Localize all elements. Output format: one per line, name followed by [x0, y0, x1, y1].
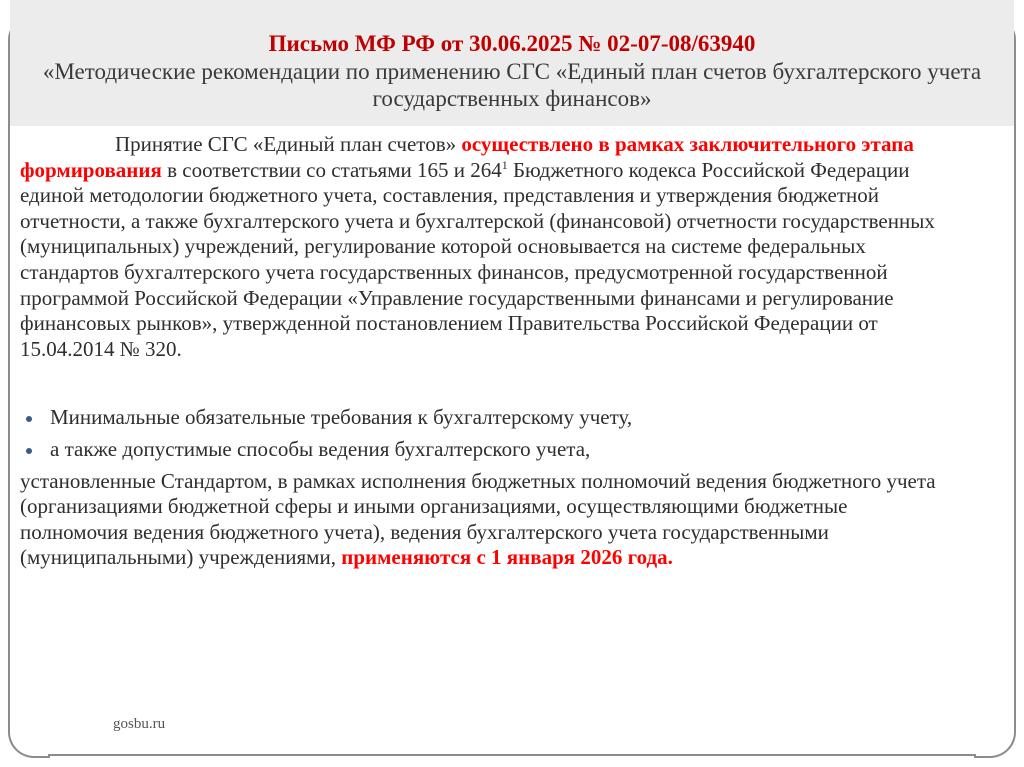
list-item	[20, 437, 955, 463]
frame-bottom-border	[48, 754, 976, 756]
paragraph-text-end: Бюджетного кодекса Российской Федерации единой методологии бюджетного учета, составления, представления и утверждения бюджетной отчетности, а также бухгалтерского учета и бухгалтерской (финансовой) отчетности государственных (муниципальных) учреждений, регулирование которой основывается на системе федеральных стандартов бухгалтерского учета государственных финансов, предусмотренной государственной программой Российской Федерации «Управление государственными финансами и регулирование финансовых рынков», утвержденной постановлением Правительства Российской Федерации от 15.04.2014 № 320.	[20, 157, 935, 361]
main-paragraph	[20, 132, 955, 362]
slide-title: Письмо МФ РФ от 30.06.2025 № 02-07-08/63940	[268, 31, 756, 56]
paragraph-text-middle: в соответствии со статьями 165 и 264	[161, 157, 502, 182]
bullet-icon	[26, 416, 32, 422]
paragraph-text-start: Принятие СГС «Единый план счетов»	[115, 132, 462, 156]
bullet-list	[20, 405, 955, 462]
bullet-icon	[26, 448, 32, 454]
list-item-text: Минимальные обязательные требования к бухгалтерскому учету,	[50, 405, 633, 430]
footer-source: gosbu.ru	[113, 716, 166, 732]
slide-subtitle: «Методические рекомендации по применению СГС «Единый план счетов бухгалтерского учета государственных финансов»	[42, 59, 982, 111]
list-item	[20, 405, 955, 431]
second-paragraph	[20, 469, 955, 571]
effective-date-highlight: применяются с 1 января 2026 года.	[341, 545, 673, 570]
slide-header	[10, 0, 1014, 126]
list-item-text: а также допустимые способы ведения бухгалтерского учета,	[50, 436, 591, 461]
article-superscript: 1	[501, 157, 508, 172]
second-paragraph-text: установленные Стандартом, в рамках исполнения бюджетных полномочий ведения бюджетного учета (организациями бюджетной сферы и иными организациями, осуществляющими бюджетные полномочия ведения бюджетного учета), ведения бухгалтерского учета государственными (муниципальными) учреждениями,	[20, 468, 936, 570]
slide-body	[20, 132, 955, 571]
paragraph-highlight: осуществлено в рамках заключительного этапа формирования	[20, 132, 914, 182]
